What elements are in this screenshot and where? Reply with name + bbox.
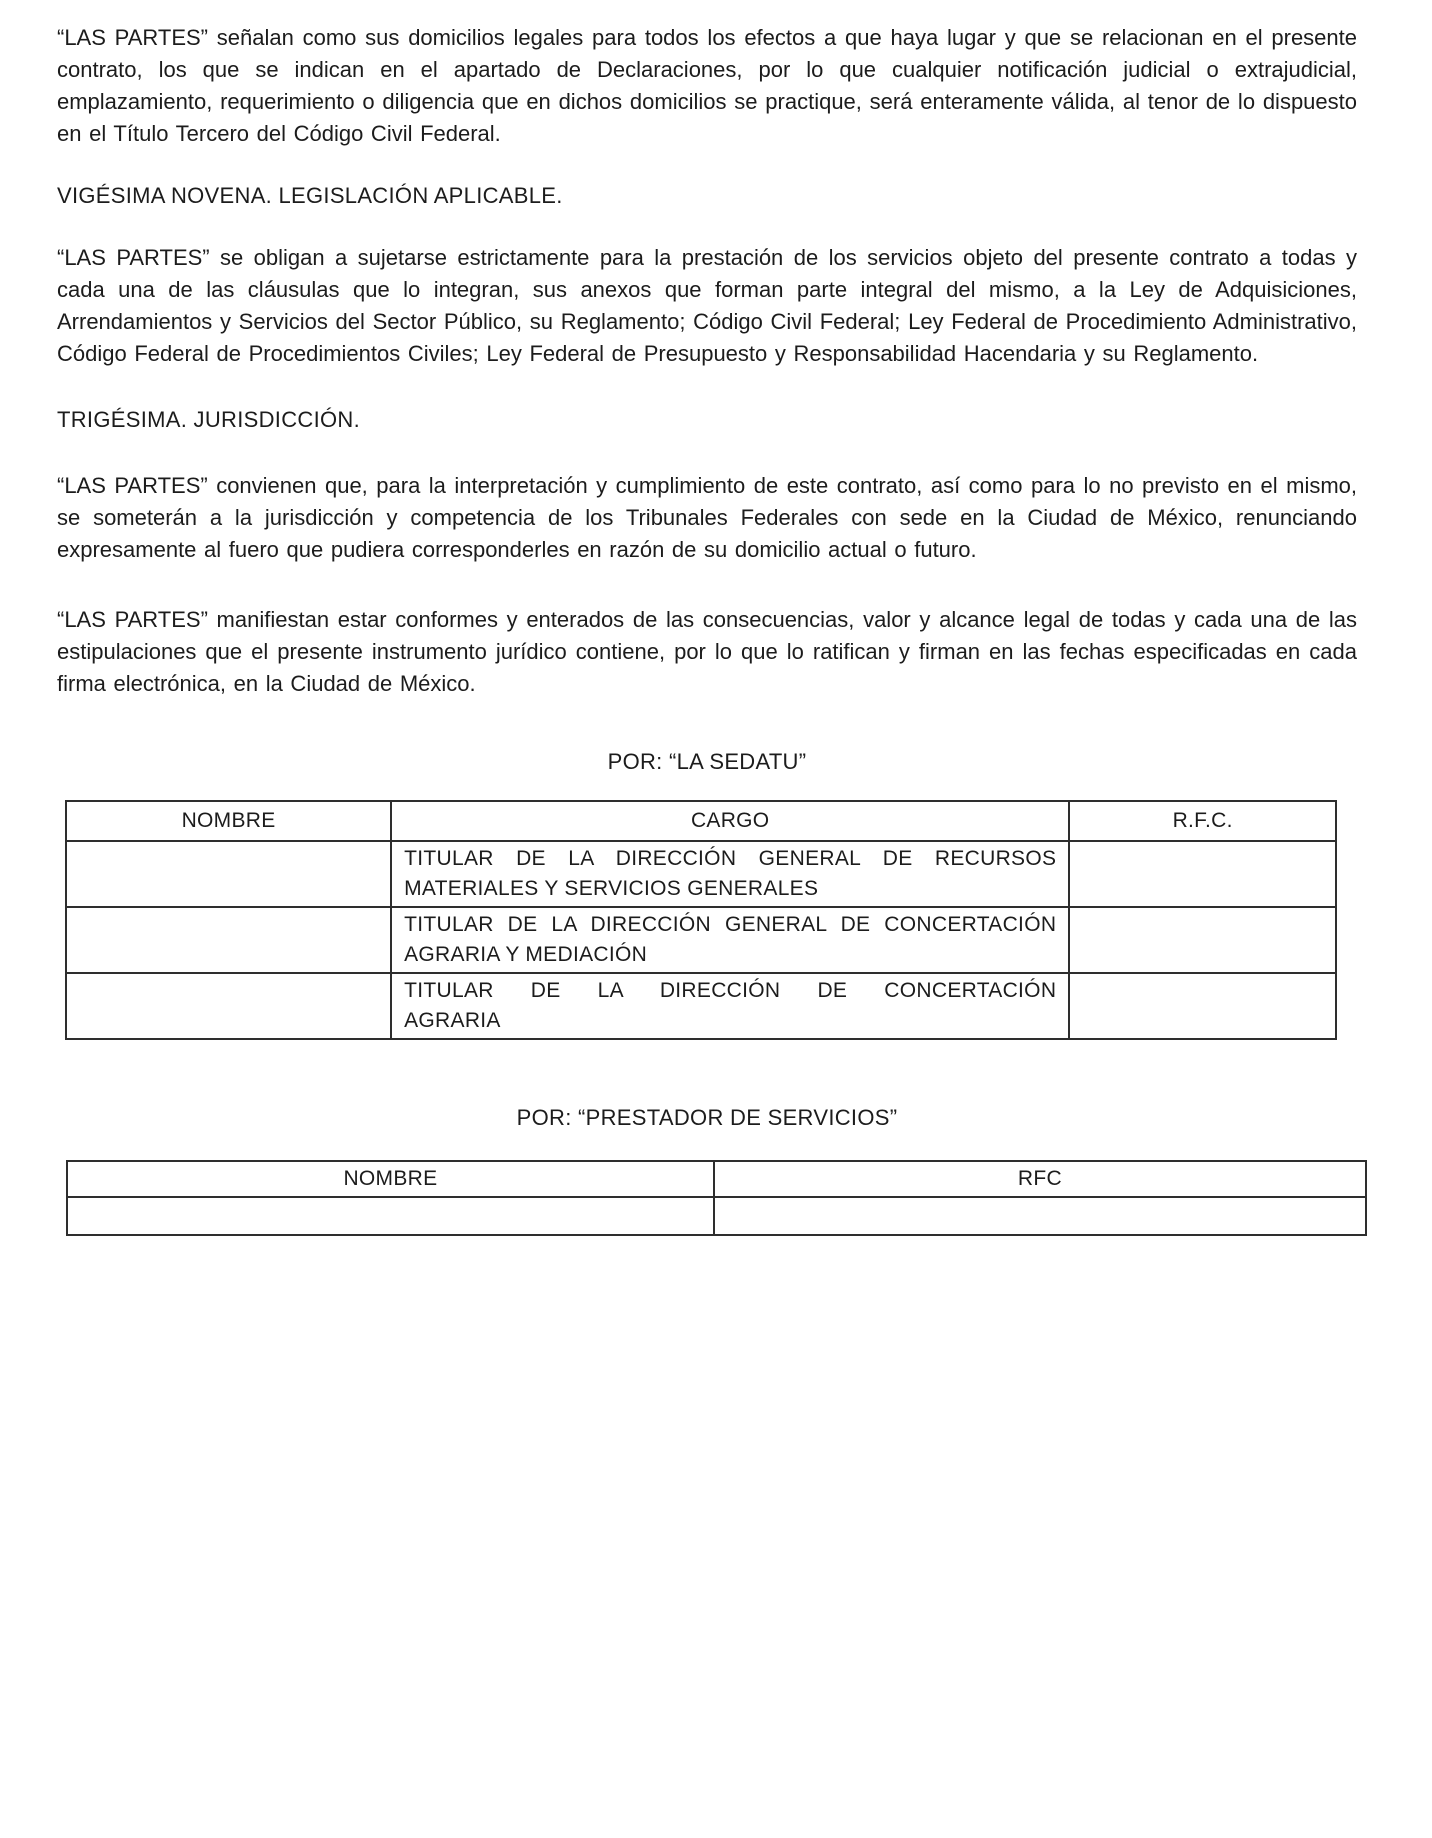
prestador-table-header-row	[67, 1161, 1366, 1197]
sedatu-signature-table	[65, 800, 1337, 1040]
nombre-cell-empty	[67, 1197, 714, 1235]
nombre-cell-empty	[66, 973, 391, 1039]
clause-heading-vigesima-novena: VIGÉSIMA NOVENA. LEGISLACIÓN APLICABLE.	[57, 183, 563, 208]
signature-row	[66, 907, 1336, 973]
rfc-cell-empty	[1069, 907, 1336, 973]
cargo-text-line: AGRARIA Y MEDIACIÓN	[404, 943, 648, 966]
clause-heading-trigesima: TRIGÉSIMA. JURISDICCIÓN.	[57, 407, 360, 432]
nombre-cell-empty	[66, 841, 391, 907]
cargo-text-line: TITULAR DE LA DIRECCIÓN DE CONCERTACIÓN	[404, 979, 1057, 1002]
column-header-rfc: R.F.C.	[1069, 801, 1336, 841]
paragraph-conformidad-firmas: “LAS PARTES” manifiestan estar conformes y enterados de las consecuencias, valor y alcance legal de todas y cada una de las estipulaciones que el presente instrumento jurídico contiene, por lo que lo ratifican y firman en las fechas especificadas en cada firma electrónica, en la Ciudad de México.	[57, 607, 1357, 696]
cargo-text-line: AGRARIA	[404, 1009, 501, 1032]
paragraph-domicilios-legales: “LAS PARTES” señalan como sus domicilios legales para todos los efectos a que haya lugar y que se relacionan en el presente contrato, los que se indican en el apartado de Declaraciones, por lo que cualquier notificación judicial o extrajudicial, emplazamiento, requerimiento o diligencia que en dichos domicilios se practique, será enteramente válida, al tenor de lo dispuesto en el Título Tercero del Código Civil Federal.	[57, 25, 1357, 146]
prestador-signature-table	[66, 1160, 1367, 1236]
column-header-rfc: RFC	[714, 1161, 1366, 1197]
sedatu-table-header-row	[66, 801, 1336, 841]
nombre-cell-empty	[66, 907, 391, 973]
column-header-nombre: NOMBRE	[66, 801, 391, 841]
cargo-cell	[391, 907, 1069, 973]
rfc-cell-empty	[714, 1197, 1366, 1235]
cargo-cell	[391, 973, 1069, 1039]
column-header-nombre: NOMBRE	[67, 1161, 714, 1197]
rfc-cell-empty	[1069, 841, 1336, 907]
signature-row	[66, 973, 1336, 1039]
cargo-text-line: TITULAR DE LA DIRECCIÓN GENERAL DE RECURSOS	[404, 847, 1057, 870]
paragraph-jurisdiccion: “LAS PARTES” convienen que, para la interpretación y cumplimiento de este contrato, así como para lo no previsto en el mismo, se someterán a la jurisdicción y competencia de los Tribunales Federales con sede en la Ciudad de México, renunciando expresamente al fuero que pudiera corresponderles en razón de su domicilio actual o futuro.	[57, 473, 1357, 562]
signature-row	[66, 841, 1336, 907]
paragraph-legislacion-aplicable: “LAS PARTES” se obligan a sujetarse estrictamente para la prestación de los servicios objeto del presente contrato a todas y cada una de las cláusulas que lo integran, sus anexos que forman parte integral del mismo, a la Ley de Adquisiciones, Arrendamientos y Servicios del Sector Público, su Reglamento; Código Civil Federal; Ley Federal de Procedimiento Administrativo, Código Federal de Procedimientos Civiles; Ley Federal de Presupuesto y Responsabilidad Hacendaria y su Reglamento.	[57, 245, 1357, 366]
cargo-text-line: MATERIALES Y SERVICIOS GENERALES	[404, 877, 819, 900]
rfc-cell-empty	[1069, 973, 1336, 1039]
cargo-cell	[391, 841, 1069, 907]
column-header-cargo: CARGO	[391, 801, 1069, 841]
prestador-section-title: POR: “PRESTADOR DE SERVICIOS”	[516, 1105, 898, 1130]
signature-row	[67, 1197, 1366, 1235]
cargo-text-line: TITULAR DE LA DIRECCIÓN GENERAL DE CONCERTACIÓN	[404, 913, 1057, 936]
sedatu-section-title: POR: “LA SEDATU”	[607, 749, 807, 774]
